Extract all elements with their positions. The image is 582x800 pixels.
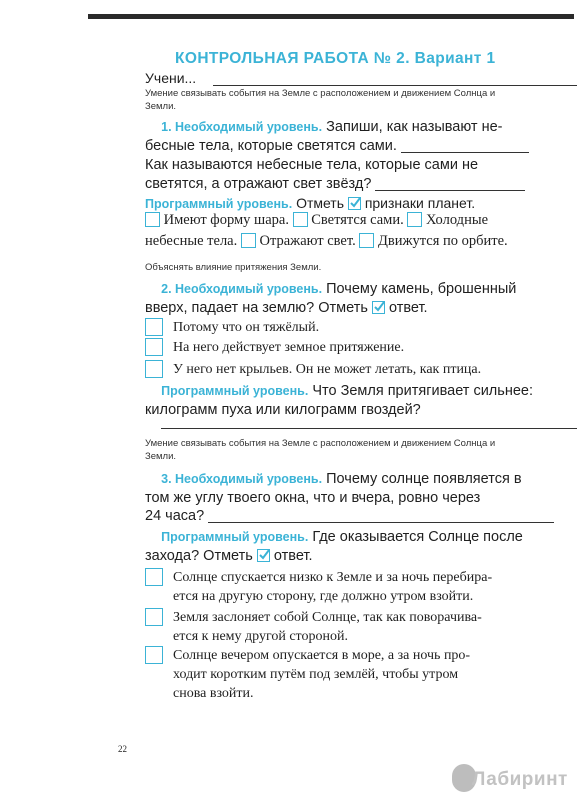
top-edge-bar [88, 14, 574, 19]
task1-options: Имеют форму шара. Светятся сами. Холодные небесные тела. Отражают свет. Движутся по орбите. [145, 212, 508, 249]
task1-level-label: 1. Необходимый уровень. [161, 120, 323, 134]
task2-level-label: 2. Необходимый уровень. [161, 282, 323, 296]
task1-option-1-checkbox[interactable] [145, 212, 160, 227]
task2-option-3-checkbox[interactable] [145, 360, 163, 378]
task1-option-2-checkbox[interactable] [293, 212, 308, 227]
task2-option-1-checkbox[interactable] [145, 318, 163, 336]
task1-answer-line-1[interactable] [401, 152, 529, 153]
task2-option-2-checkbox[interactable] [145, 338, 163, 356]
task3-answer-line[interactable] [208, 522, 554, 523]
task1-program-label: Программный уровень. [145, 197, 293, 211]
student-name-field[interactable] [213, 85, 577, 86]
task3-option-3-checkbox[interactable] [145, 646, 163, 664]
page-title: КОНТРОЛЬНАЯ РАБОТА № 2. Вариант 1 [175, 50, 496, 67]
task1-question-b: Как называются небесные тела, которые сами не светятся, а отражают свет звёзд? [145, 156, 581, 193]
checkmark-icon [348, 197, 361, 210]
task1-option-3-checkbox[interactable] [407, 212, 422, 227]
task2-answer-line[interactable] [161, 428, 577, 429]
student-name-row [145, 70, 577, 86]
page-number: 22 [118, 744, 127, 754]
task3-question: 3. Необходимый уровень. Почему солнце появляется в том же углу твоего окна, что и вчера, ровно через 24 часа? [145, 470, 581, 526]
task1-option-5-checkbox[interactable] [359, 233, 374, 248]
student-label: Учени... [145, 70, 197, 86]
task1-answer-line-2[interactable] [375, 190, 525, 191]
task3-option-1-checkbox[interactable] [145, 568, 163, 586]
task2-program-label: Программный уровень. [161, 384, 309, 398]
watermark-logo [452, 762, 578, 796]
checkmark-icon [372, 301, 385, 314]
checkmark-icon [257, 549, 270, 562]
task1-program: Программный уровень. Отметь признаки планет. [145, 195, 476, 211]
task3-program: Программный уровень. Где оказывается Солнце после захода? Отметь ответ. [145, 529, 523, 564]
task3-program-label: Программный уровень. [161, 530, 309, 544]
task3-level-label: 3. Необходимый уровень. [161, 472, 323, 486]
watermark-text: Лабиринт [472, 769, 568, 790]
skill-description-3: Умение связывать события на Земле с расположением и движением Солнца и Земли. [145, 438, 496, 462]
task1-question: 1. Необходимый уровень. Запиши, как называют не- бесные тела, которые светятся сами. [145, 118, 581, 155]
task2-question: 2. Необходимый уровень. Почему камень, брошенный вверх, падает на землю? Отметь ответ. [145, 281, 517, 316]
task2-program: Программный уровень. Что Земля притягивает сильнее: килограмм пуха или килограмм гвоздей? [145, 383, 533, 418]
skill-description-2: Объяснять влияние притяжения Земли. [145, 262, 322, 273]
task3-option-2-checkbox[interactable] [145, 608, 163, 626]
task1-option-4-checkbox[interactable] [241, 233, 256, 248]
skill-description-1: Умение связывать события на Земле с расположением и движением Солнца и Земли. [145, 88, 496, 112]
